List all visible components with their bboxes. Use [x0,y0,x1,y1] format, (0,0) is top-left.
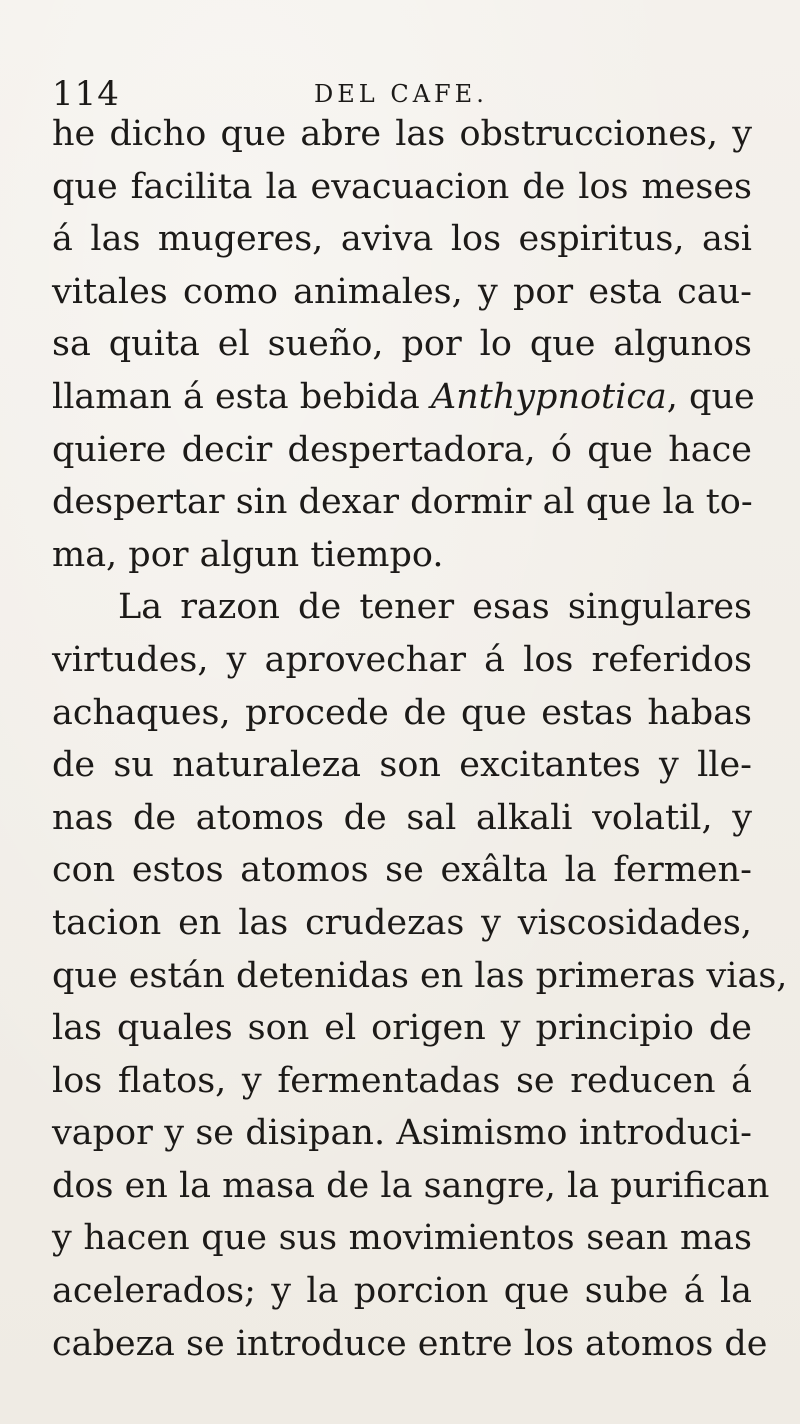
text-line: quiere decir despertadora, ó que hace [52,429,752,470]
text-line: de su naturaleza son excitantes y lle- [52,745,752,786]
running-head: DEL CAFE. [314,80,488,108]
text-line: los flatos, y fermentadas se reducen á [52,1060,752,1101]
text-line: que están detenidas en las primeras vias, [52,955,788,996]
body-text [52,108,788,1370]
text-line: cabeza se introduce entre los atomos de [52,1323,768,1364]
text-line: con estos atomos se exâlta la fermen- [52,850,752,891]
text-line [52,371,755,424]
page-number: 114 [52,74,120,114]
text-segment: llaman á esta bebida [52,376,420,417]
italic-term: Anthypnotica [430,376,667,417]
text-line: achaques, procede de que estas habas [52,692,752,733]
text-line: dos en la masa de la sangre, la purifican [52,1165,770,1206]
text-line: sa quita el sueño, por lo que algunos [52,324,752,365]
text-line: vapor y se disipan. Asimismo introduci- [52,1113,752,1154]
text-line: he dicho que abre las obstrucciones, y [52,114,752,154]
text-line: virtudes, y aprovechar á los referidos [52,639,752,680]
text-line: ma, por algun tiempo. [52,534,444,575]
text-line: y hacen que sus movimientos sean mas [52,1218,752,1259]
text-line: á las mugeres, aviva los espiritus, asi [52,219,752,260]
text-line: despertar sin dexar dormir al que la to- [52,482,753,523]
text-line: vitales como animales, y por esta cau- [52,271,752,312]
text-line: nas de atomos de sal alkali volatil, y [52,797,752,838]
text-line: las quales son el origen y principio de [52,1008,752,1049]
paragraph-first-line: La razon de tener esas singulares [118,587,752,628]
text-line: que facilita la evacuacion de los meses [52,166,752,207]
text-line: acelerados; y la porcion que sube á la [52,1271,752,1312]
text-segment: , que [666,376,755,417]
text-line: tacion en las crudezas y viscosidades, [52,902,752,943]
